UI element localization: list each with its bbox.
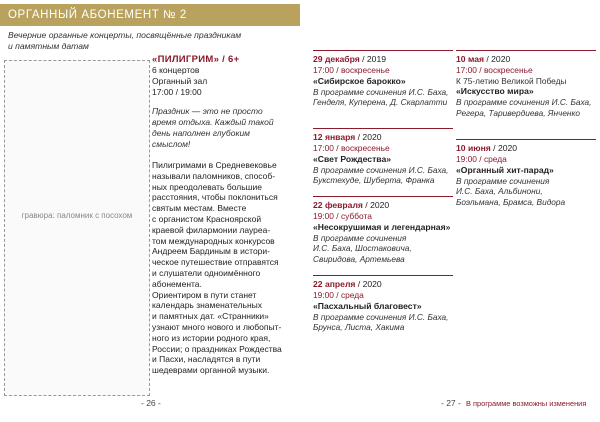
- body-line: абонемента.: [152, 278, 202, 289]
- concert-title: «Органный хит-парад»: [456, 164, 554, 175]
- event-info-line: 17:00 / 19:00: [152, 87, 202, 97]
- concert-date-day: 12 января: [313, 132, 356, 142]
- subtitle-line: и памятным датам: [8, 41, 89, 51]
- concert-time: 17:00 / воскресенье: [313, 143, 390, 153]
- concert-program-line: Генделя, Куперена, Д. Скарлатти: [313, 97, 448, 107]
- body-line: и памятных дат. «Странники»: [152, 311, 269, 322]
- body-line: шедеврами органной музыки.: [152, 365, 270, 376]
- divider: [313, 196, 453, 197]
- concert-title: «Искусство мира»: [456, 86, 534, 96]
- concert-date-year: / 2019: [359, 54, 387, 64]
- concert-date-year: / 2020: [362, 200, 390, 210]
- event-quote: [152, 106, 295, 150]
- concert-program-line: Боэльмана, Брамса, Видора: [456, 196, 566, 207]
- event-info-line: 6 концертов: [152, 65, 200, 75]
- concert-program-line: И.С. Баха, Шостаковича,: [313, 243, 412, 253]
- body-line: ных преодолевать большие: [152, 181, 262, 192]
- concert-date: [313, 54, 453, 65]
- concert-title: «Несокрушимая и легендарная»: [313, 221, 451, 232]
- concert-program-line: В программе сочинения И.С. Баха,: [313, 86, 449, 97]
- concert-date: [313, 200, 453, 211]
- concert-program-line: В программе сочинения: [456, 175, 550, 186]
- concert-entry: [313, 196, 453, 264]
- concert-date: [313, 279, 453, 290]
- concert-entry: [313, 275, 453, 333]
- concert-entry: [313, 128, 453, 186]
- divider: [313, 275, 453, 276]
- subtitle-line: Вечерние органные концерты, посвящённые праздникам: [8, 30, 242, 40]
- concert-program-line: В программе сочинения И.С. Баха,: [456, 97, 592, 107]
- body-line: краевой филармонии лауреа-: [152, 224, 271, 235]
- concert-time: 19:00 / среда: [313, 290, 364, 300]
- concert-time: 19:00 / суббота: [313, 211, 372, 221]
- event-body: [152, 160, 295, 376]
- concert-date-day: 22 апреля: [313, 279, 356, 289]
- concert-program-line: В программе сочинения: [313, 232, 407, 243]
- body-line: Пилигримами в Средневековье: [152, 160, 277, 170]
- event-description: [152, 54, 295, 376]
- body-line: и Пасхи, насладятся в пути: [152, 354, 261, 365]
- concert-title: «Свет Рождества»: [313, 153, 392, 164]
- body-line: узнают много нового и любопыт-: [152, 321, 282, 332]
- concert-title: «Сибирское барокко»: [313, 75, 406, 86]
- concert-occasion: К 75-летию Великой Победы: [456, 75, 567, 86]
- concert-date-day: 10 мая: [456, 54, 484, 64]
- body-line: том международных конкурсов: [152, 235, 275, 246]
- concert-entry: [456, 139, 596, 207]
- body-line: календарь знаменательных: [152, 300, 263, 311]
- concert-date-year: / 2020: [355, 279, 382, 289]
- body-line: ного из истории родного края,: [152, 332, 271, 343]
- quote-line: день наполнен глубоким: [152, 128, 251, 138]
- subscription-banner: ОРГАННЫЙ АБОНЕМЕНТ № 2: [0, 4, 300, 26]
- concert-date: [456, 54, 596, 65]
- body-line: Ориентиром в пути станет: [152, 289, 257, 300]
- concert-program-line: Брунса, Листа, Хакима: [313, 322, 405, 332]
- concert-date-day: 29 декабря: [313, 54, 360, 64]
- concert-time: 17:00 / воскресенье: [456, 65, 533, 75]
- illustration-caption: гравюра: паломник с посохом: [21, 211, 133, 220]
- concert-program-line: Букстехуде, Шуберта, Франка: [313, 175, 435, 185]
- concert-date: [313, 132, 453, 143]
- divider: [456, 139, 596, 140]
- concert-program-line: В программе сочинения И.С. Баха,: [313, 164, 449, 175]
- quote-line: смыслом!: [152, 139, 191, 149]
- body-line: ческое путешествие отправятся: [152, 257, 279, 268]
- body-line: России; о праздниках Рождества: [152, 343, 282, 354]
- concert-entry: [313, 50, 453, 108]
- concert-date-day: 10 июня: [456, 143, 491, 153]
- divider: [456, 50, 596, 51]
- concert-date: [456, 143, 596, 154]
- divider: [313, 50, 453, 51]
- body-line: с органистом Красноярской: [152, 213, 262, 224]
- quote-line: Праздник — это не просто: [152, 106, 263, 116]
- concert-time: 19:00 / среда: [456, 154, 507, 164]
- concert-time: 17:00 / воскресенье: [313, 65, 390, 75]
- subscription-subtitle: [8, 30, 293, 52]
- pilgrim-illustration-placeholder: [4, 60, 150, 396]
- concert-program-line: И.С. Баха, Альбинони,: [456, 186, 543, 196]
- divider: [313, 128, 453, 129]
- concert-program-line: Регера, Таривердиева, Янченко: [456, 107, 581, 118]
- body-line: и слушатели одноимённого: [152, 267, 261, 278]
- body-line: святым местам. Вместе: [152, 203, 247, 214]
- body-line: называли паломников, способ-: [152, 170, 276, 181]
- event-title: «ПИЛИГРИМ» / 6+: [152, 54, 240, 65]
- concert-program-line: В программе сочинения И.С. Баха,: [313, 311, 449, 322]
- quote-line: время отдыха. Каждый такой: [152, 117, 274, 127]
- concert-date-year: / 2020: [490, 143, 518, 153]
- event-info-line: Органный зал: [152, 76, 208, 86]
- concert-date-year: / 2020: [355, 132, 382, 142]
- concert-date-day: 22 февраля: [313, 200, 363, 210]
- page-number-right: - 27 -: [441, 398, 461, 408]
- body-line: расстояния, чтобы поклониться: [152, 192, 278, 203]
- concert-program-line: Свиридова, Артемьева: [313, 253, 405, 264]
- concert-entry: [456, 50, 596, 118]
- program-changes-note: В программе возможны изменения: [466, 399, 587, 408]
- body-line: Андреем Бардиным в истори-: [152, 246, 270, 257]
- concert-date-year: / 2020: [483, 54, 511, 64]
- concert-title: «Пасхальный благовест»: [313, 300, 422, 311]
- page-number-left: - 26 -: [141, 398, 161, 408]
